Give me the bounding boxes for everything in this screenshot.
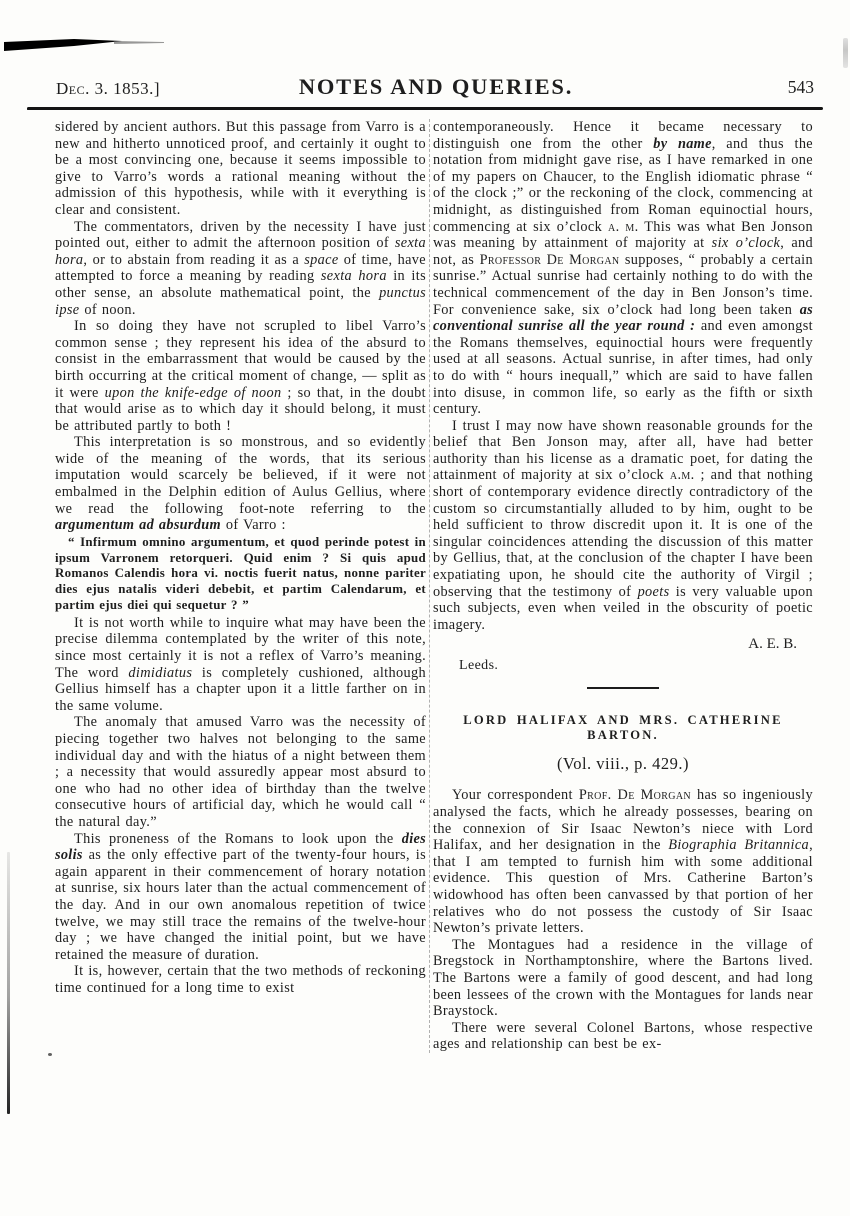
block-body: Your correspondent Prof. De Morgan has so ingeniously analysed the facts, which he already possesses, bearing on the connexion of Sir Isaac Newton’s niece with Lord Halifax, and her designation in the Biographia Britannica, that I am tempted to furnish him with some additional evidence. This question of Mrs. Catherine Barton’s widowhood has often been canvassed by that portion of her relatives who do not possess the custody of Sir Isaac Newton’s private letters. xyxy=(433,787,813,937)
block-quote: “ Infirmum omnino argumentum, et quod perinde potest in ipsum Varronem retorqueri. Quid enim ? Si quis apud Romanos Calendis hora vi. noctis fuerit natus, nonne pariter dies ejus natalis videri debebit, et partim Calendarum, et partim ejus diei qui sequetur ? ” xyxy=(55,534,426,613)
block-body: In so doing they have not scrupled to libel Varro’s common sense ; they represent his idea of the absurd to consist in the embarrassment that would be caused by the birth occurring at the critical moment of change, — split as it were upon the knife-edge of noon ; so that, in the doubt that would arise as to which day it should belong, it must be attributed partly to both ! xyxy=(55,318,427,434)
page-header xyxy=(56,74,816,106)
block-body: It is not worth while to inquire what may have been the precise dilemma contemplated by the writer of this note, since most certainly it is not a reflex of Varro’s meaning. The word dimidiatus is completely cushioned, although Gellius himself has a chapter upon it a little farther on in the same volume. xyxy=(55,614,426,714)
block-body: The commentators, driven by the necessity I have just pointed out, either to admit the afternoon position of sexta hora, or to abstain from reading it as a space of time, have attempted to force a meaning by reading sexta hora in its other sense, an absolute mathematical point, the punctus ipse of noon. xyxy=(55,218,427,318)
ink-smear-artifact xyxy=(4,37,166,55)
block-body: I trust I may now have shown reasonable grounds for the belief that Ben Jonson may, after all, have had better authority than his license as a dramatic poet, for dating the attainment of majority at six o’clock a.m. ; and that nothing short of contemporary evidence directly contradictory of the custom so circumstantially alluded to by him, ought to be held sufficient to throw discredit upon it. It is one of the singular coincidences attending the discussion of this matter by Gellius, that, at the conclusion of the chapter I have been expatiating upon, he should cite the authority of Virgil ; observing that the testimony of poets is very valuable upon such subjects, even when veiled in the obscurity of poetic imagery. xyxy=(433,417,814,633)
block-body: This interpretation is so monstrous, and so evidently wide of the meaning of the words, that its serious imputation would scarcely be believed, if it were not embalmed in the Delphin edition of Aulus Gellius, where we read the following foot-note referring to the argumentum ad absurdum of Varro : xyxy=(55,434,426,534)
stray-ink-dot xyxy=(48,1053,52,1056)
left-column xyxy=(55,119,426,1053)
block-signature: A. E. B. xyxy=(748,636,797,653)
block-body: The Montagues had a residence in the village of Bregstock in Northamptonshire, where the Bartons lived. The Bartons were a family of good descent, and had long been lessees of the crown with the Montagues for lands near Braystock. xyxy=(433,936,813,1020)
issue-date: Dec. 3. 1853.] xyxy=(56,79,161,98)
block-body: It is, however, certain that the two methods of reckoning time continued for a long time to exist xyxy=(55,963,426,996)
block-body: The anomaly that amused Varro was the necessity of piecing together two halves not belonging to the same individual day and with the hiatus of a night between them ; a necessity that would assuredly appear most absurd to one who had no other idea of birthday than the twelve consecutive hours of artificial day, which he would call “ the natural day.” xyxy=(55,714,426,830)
journal-title: NOTES AND QUERIES. xyxy=(298,74,574,99)
block-place: Leeds. xyxy=(459,658,499,674)
block-body: This proneness of the Romans to look upon the dies solis as the only effective part of the twenty-four hours, is again apparent in their commencement of horary notation at sunrise, six hours later than the actual commencement of the day. And in our own anomalous repetition of twice twelve, we may still trace the remains of the twelve-hour day ; we have changed the initial point, but we have retained the measure of duration. xyxy=(55,830,426,963)
scan-smudge-artifact xyxy=(843,38,848,68)
block-section-title: LORD HALIFAX AND MRS. CATHERINE BARTON. xyxy=(463,713,783,743)
right-column xyxy=(433,119,813,1053)
block-body: There were several Colonel Bartons, whose respective ages and relationship can best be ex- xyxy=(433,1019,813,1053)
page-edge-artifact xyxy=(7,852,10,1114)
block-section-ref: (Vol. viii., p. 429.) xyxy=(556,754,690,774)
column-divider xyxy=(429,119,430,1053)
block-rule xyxy=(587,687,659,689)
text-columns xyxy=(55,119,813,1053)
block-opening: sidered by ancient authors. But this passage from Varro is a new and hitherto unnoticed proof, and certainly it ought to be a most convincing one, because it seems impossible to give to Varro’s words a rational meaning without the admission of this hypothesis, while with it everything is clear and consistent. xyxy=(55,119,426,218)
block-opening: contemporaneously. Hence it became necessary to distinguish one from the other by name, and thus the notation from midnight gave rise, as I have remarked in one of my papers on Chaucer, to the English idiomatic phrase “ of the clock ;” or the reckoning of the clock, commencing at midnight, as distinguished from Roman equinoctial hours, commencing at six o’clock a. m. This was what Ben Jonson was meaning by attainment of majority at six o’clock, and not, as Professor De Morgan supposes, “ probably a certain sunrise.” Actual sunrise had certainly nothing to do with the technical commencement of the day in Ben Jonson’s time. For convenience sake, six o’clock had long been taken as conventional sunrise all the year round : and even amongst the Romans themselves, equinoctial hours were frequently used at all seasons. Actual sunrise, in after times, had only to do with “ hours inequall,” which are said to have fallen into disuse, in common life, so early as the fifth or sixth century. xyxy=(433,119,814,418)
header-rule xyxy=(27,107,823,110)
page-number: 543 xyxy=(787,77,814,97)
